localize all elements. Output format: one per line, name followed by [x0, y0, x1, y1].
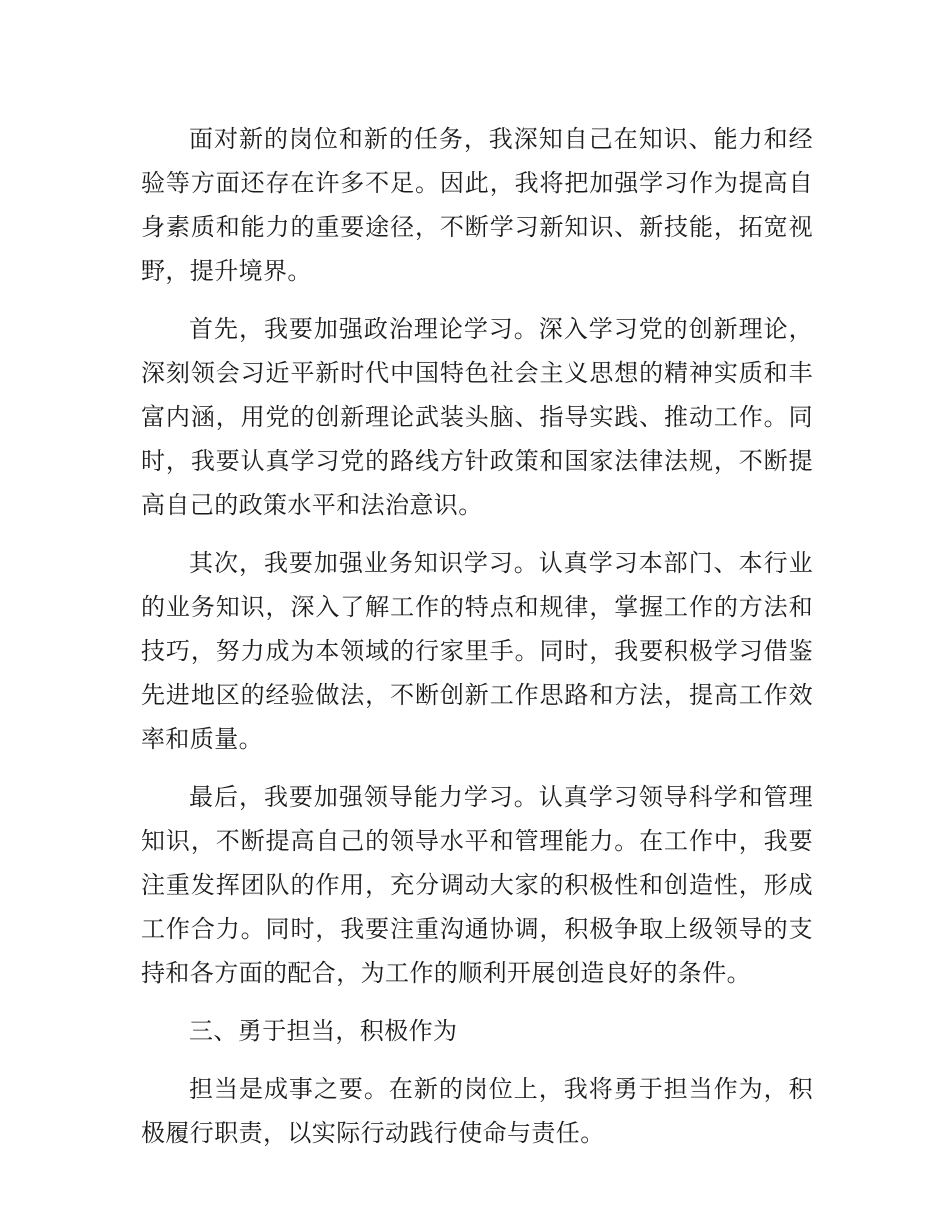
paragraph-political-theory: 首先，我要加强政治理论学习。深入学习党的创新理论，深刻领会习近平新时代中国特色社会主义思想的精神实质和丰富内涵，用党的创新理论武装头脑、指导实践、推动工作。同时，我要认真学习党的路线方针政策和国家法律法规，不断提高自己的政策水平和法治意识。 [141, 315, 813, 519]
paragraph-study-intro: 面对新的岗位和新的任务，我深知自己在知识、能力和经验等方面还存在许多不足。因此，我将把加强学习作为提高自身素质和能力的重要途径，不断学习新知识、新技能，拓宽视野，提升境界。 [141, 125, 813, 285]
paragraph-business-knowledge: 其次，我要加强业务知识学习。认真学习本部门、本行业的业务知识，深入了解工作的特点和规律，掌握工作的方法和技巧，努力成为本领域的行家里手。同时，我要积极学习借鉴先进地区的经验做法，不断创新工作思路和方法，提高工作效率和质量。 [141, 549, 813, 753]
section-heading: 三、勇于担当，积极作为 [189, 1017, 458, 1045]
paragraph-responsibility: 担当是成事之要。在新的岗位上，我将勇于担当作为，积极履行职责，以实际行动践行使命与责任。 [141, 1075, 813, 1147]
paragraph-leadership: 最后，我要加强领导能力学习。认真学习领导科学和管理知识，不断提高自己的领导水平和管理能力。在工作中，我要注重发挥团队的作用，充分调动大家的积极性和创造性，形成工作合力。同时，我要注重沟通协调，积极争取上级领导的支持和各方面的配合，为工作的顺利开展创造良好的条件。 [141, 783, 813, 987]
document-body [141, 117, 813, 1169]
